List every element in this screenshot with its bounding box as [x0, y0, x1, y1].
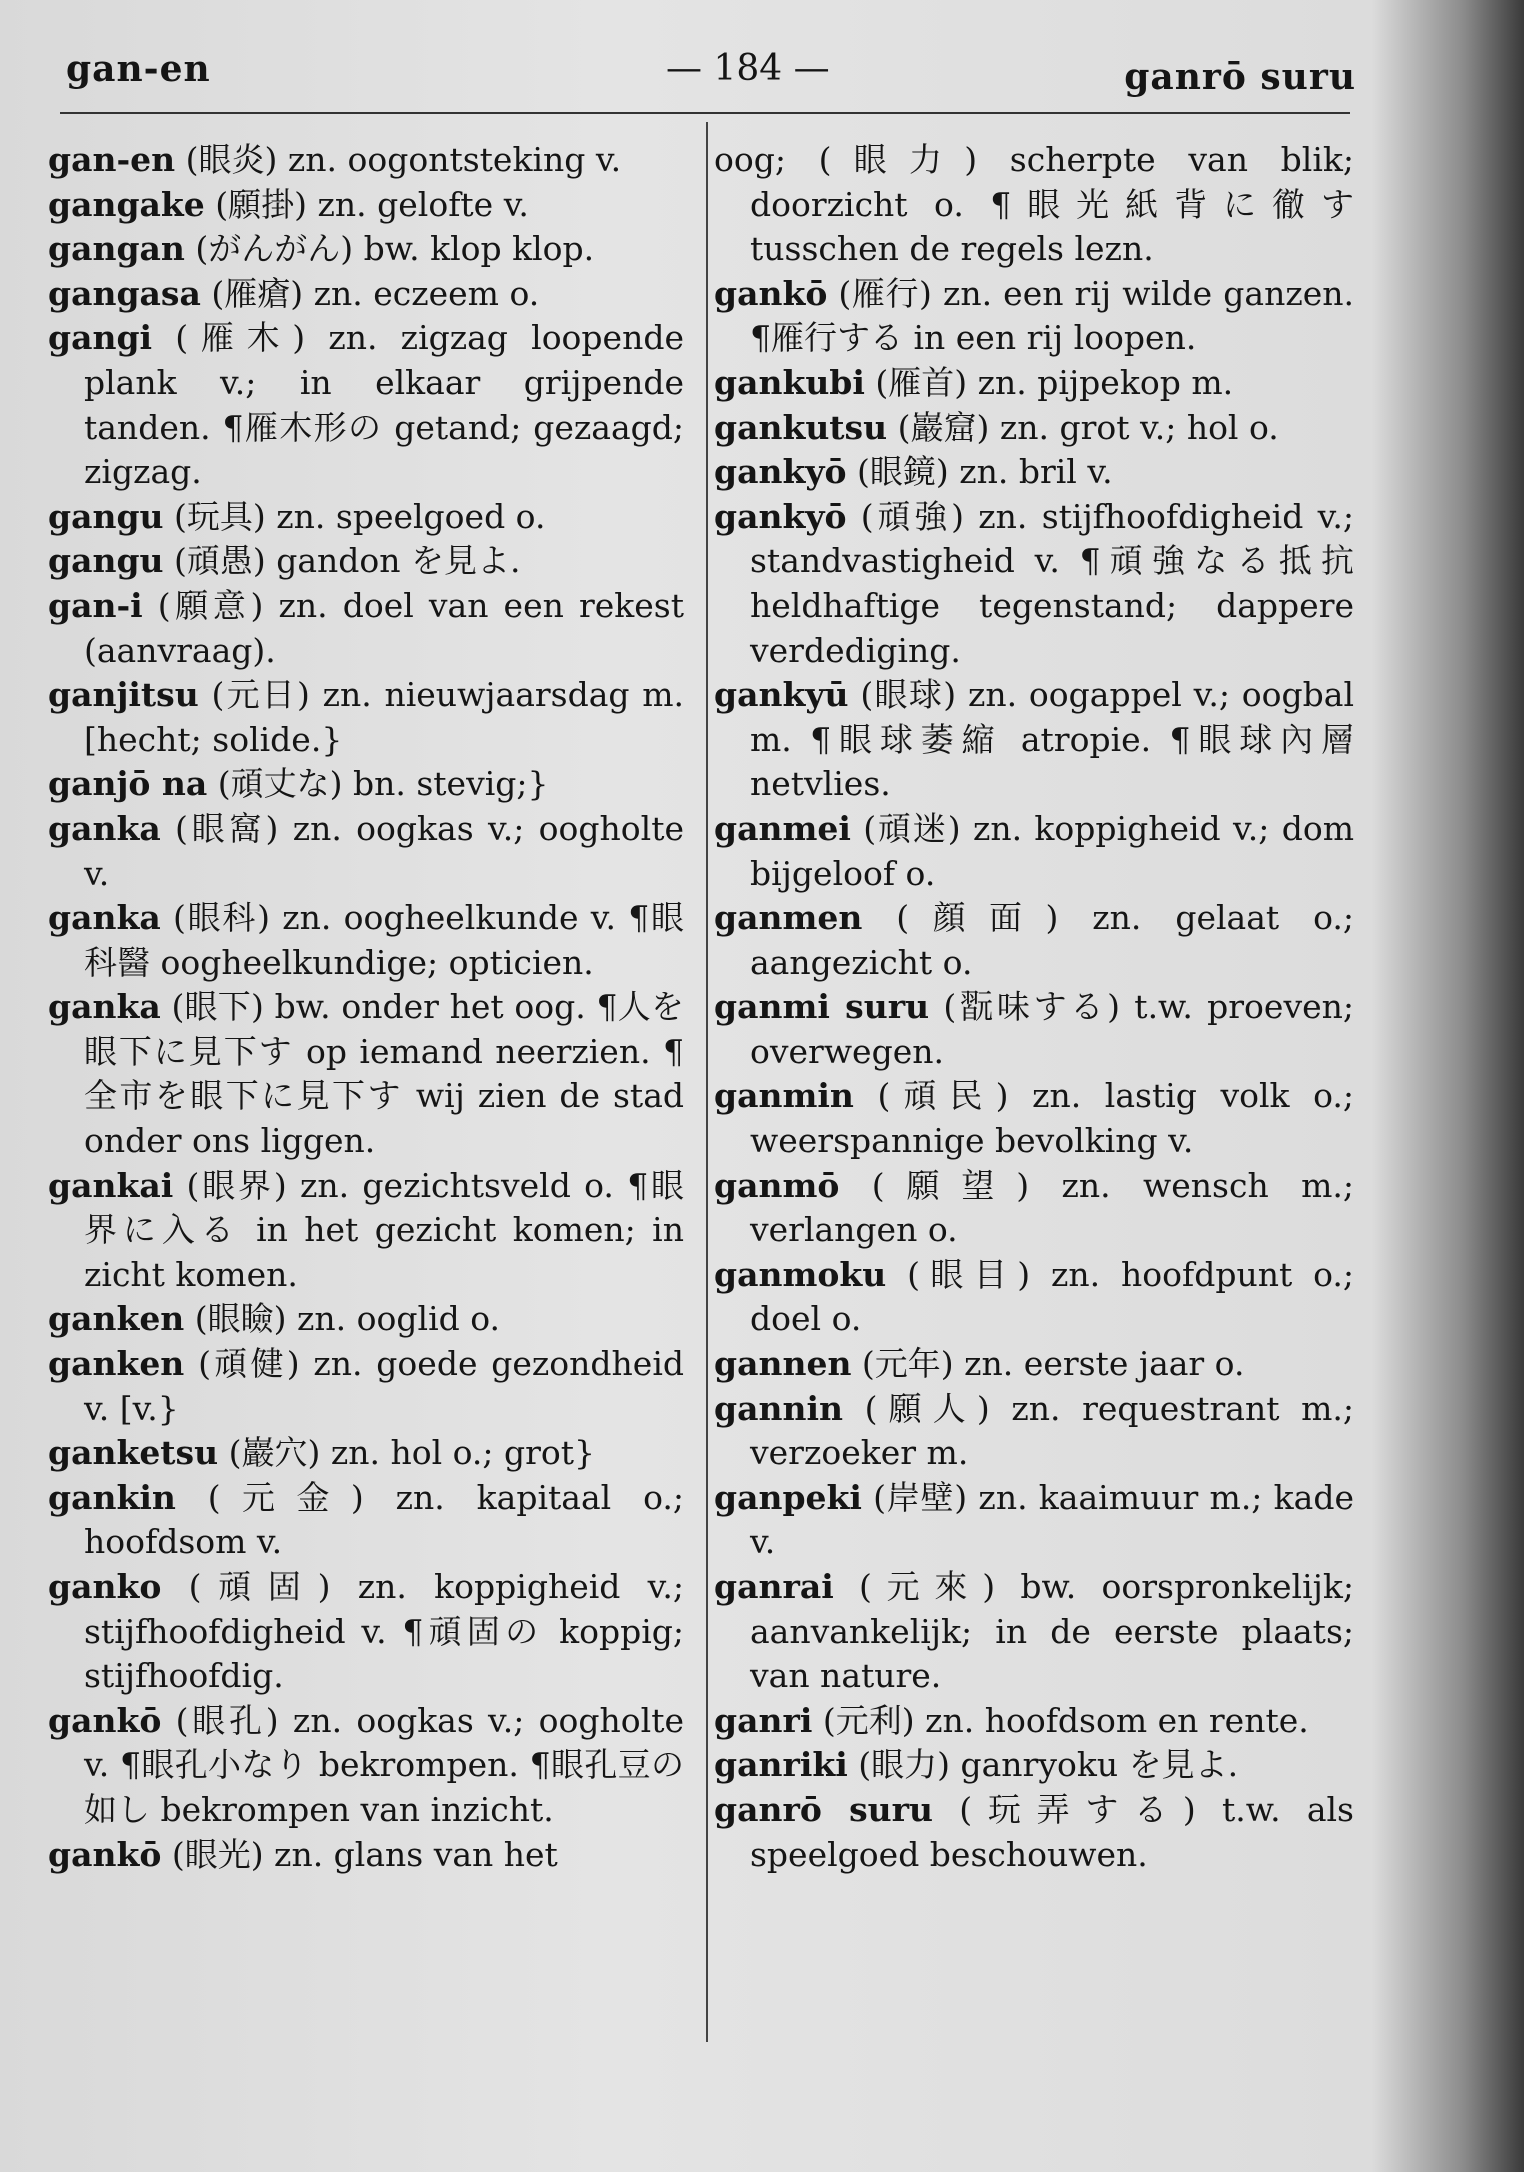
entry-headword: ganmin: [714, 1076, 854, 1116]
entry-body: (頑健) zn. goede gezondheid v. [v.}: [84, 1344, 684, 1428]
dictionary-entry: [48, 896, 684, 985]
entry-body: (頑丈な) bn. stevig;}: [207, 764, 549, 804]
entry-headword: gankō: [714, 273, 828, 313]
entry-headword: gangu: [48, 496, 164, 536]
entry-body: (眼界) zn. gezichtsveld o. ¶眼界に入る in het gezicht komen; in zicht komen.: [84, 1165, 684, 1294]
entry-body: (眼瞼) zn. ooglid o.: [184, 1299, 501, 1339]
entry-body: (元金) zn. kapitaal o.; hoofdsom v.: [84, 1477, 684, 1562]
entry-headword: gangake: [48, 184, 205, 224]
entry-headword: ganjitsu: [48, 675, 199, 715]
entry-body: (巖窟) zn. grot v.; hol o.: [887, 407, 1279, 447]
entry-headword: ganmen: [714, 898, 863, 938]
dictionary-entry: [714, 673, 1354, 807]
entry-body: (眼力) ganryoku を見よ.: [847, 1745, 1239, 1785]
entry-body: oog; (眼力) scherpte van blik; doorzicht o. ¶眼光紙背に徹す tusschen de regels lezn.: [714, 140, 1354, 269]
entry-body: (眼孔) zn. oogkas v.; oogholte v. ¶眼孔小なり bekrompen. ¶眼孔豆の如し bekrompen van inzicht.: [84, 1700, 684, 1829]
entry-headword: ganmoku: [714, 1254, 887, 1294]
entry-headword: ganmi suru: [714, 987, 930, 1027]
entry-headword: gangan: [48, 229, 185, 269]
dictionary-entry: [48, 1431, 684, 1476]
dictionary-entry: [48, 673, 684, 762]
entry-headword: gankutsu: [714, 407, 888, 447]
entry-body: (眼下) bw. onder het oog. ¶人を眼下に見下す op iemand neerzien. ¶全市を眼下に見下す wij zien de stad onder ons liggen.: [84, 987, 684, 1161]
entry-headword: ganrō suru: [714, 1789, 934, 1829]
column-divider: [706, 122, 708, 2042]
entry-headword: ganka: [48, 987, 161, 1027]
dictionary-entry: [48, 495, 684, 540]
entry-body: (巖穴) zn. hol o.; grot}: [218, 1433, 596, 1473]
entry-headword: ganka: [48, 808, 161, 848]
dictionary-entry: [48, 183, 684, 228]
entry-headword: gankubi: [714, 362, 865, 402]
dictionary-entry: [714, 1565, 1354, 1699]
dictionary-entry: [714, 1387, 1354, 1476]
entry-headword: ganmei: [714, 808, 851, 848]
dictionary-entry: [714, 1164, 1354, 1253]
entry-headword: ganketsu: [48, 1433, 219, 1473]
entry-headword: gannin: [714, 1388, 843, 1428]
entry-body: (頑愚) gandon を見よ.: [163, 541, 521, 581]
dictionary-entry: [48, 539, 684, 584]
entry-headword: gankyō: [714, 496, 847, 536]
entry-headword: gangi: [48, 318, 153, 358]
entry-body: (頑民) zn. lastig volk o.; weerspannige bevolking v.: [750, 1076, 1354, 1161]
entry-body: (願望) zn. wensch m.; verlangen o.: [750, 1165, 1354, 1250]
entry-headword: ganko: [48, 1567, 162, 1606]
dictionary-entry: [714, 807, 1354, 896]
dictionary-entry: [48, 762, 684, 807]
dictionary-entry: [48, 584, 684, 673]
entry-body: (眼目) zn. hoofdpunt o.; doel o.: [750, 1254, 1354, 1339]
entry-headword: gankō: [48, 1834, 162, 1874]
header-left-guideword: gan-en: [66, 48, 211, 90]
entry-headword: ganri: [714, 1700, 813, 1740]
entry-body: (がんがん) bw. klop klop.: [184, 229, 595, 269]
dictionary-entry: [48, 227, 684, 272]
dictionary-entry: [48, 1833, 684, 1878]
dictionary-entry: [714, 361, 1354, 406]
dictionary-entry: [714, 1476, 1354, 1565]
entry-headword: gankō: [48, 1700, 162, 1740]
dictionary-entry: [714, 1788, 1354, 1877]
entry-body: (岸壁) zn. kaaimuur m.; kade v.: [750, 1477, 1354, 1562]
entry-body: (願掛) zn. gelofte v.: [204, 184, 529, 224]
entry-body: (頑固) zn. koppigheid v.; stijfhoofdigheid v. ¶頑固の koppig; stijfhoofdig.: [84, 1567, 684, 1696]
entry-headword: gan-en: [48, 140, 176, 179]
entry-body: (元日) zn. nieuwjaarsdag m. [hecht; solide.}: [84, 675, 684, 759]
entry-body: (雁行) zn. een rij wilde ganzen. ¶雁行する in een rij loopen.: [750, 273, 1354, 358]
entry-headword: gankyō: [714, 452, 847, 492]
entry-headword: gangu: [48, 541, 164, 581]
page-number: — 184 —: [666, 48, 830, 89]
dictionary-entry: [48, 1164, 684, 1298]
dictionary-entry: [714, 406, 1354, 451]
dictionary-entry: [714, 450, 1354, 495]
dictionary-entry-continued: [714, 138, 1354, 272]
entry-body: (翫味する) t.w. proeven; overwegen.: [750, 987, 1354, 1071]
dictionary-entry: [714, 1743, 1354, 1788]
entry-body: (願意) zn. doel van een rekest (aanvraag).: [84, 585, 684, 670]
dictionary-entry: [48, 1342, 684, 1431]
dictionary-entry: [714, 1342, 1354, 1387]
dictionary-entry: [48, 1565, 684, 1699]
dictionary-entry: [48, 1476, 684, 1565]
entry-body: (雁首) zn. pijpekop m.: [864, 362, 1234, 402]
dictionary-entry: [48, 985, 684, 1163]
entry-body: (顔面) zn. gelaat o.; aangezicht o.: [750, 898, 1354, 982]
entry-body: (元來) bw. oorspronkelijk; aanvankelijk; in de eerste plaats; van nature.: [750, 1567, 1354, 1696]
entry-body: (玩弄する) t.w. als speelgoed beschouwen.: [750, 1789, 1354, 1874]
dictionary-entry: [48, 1699, 684, 1833]
entry-headword: ganjō na: [48, 764, 208, 804]
entry-headword: gannen: [714, 1344, 852, 1384]
entry-body: (元利) zn. hoofdsom en rente.: [812, 1700, 1309, 1740]
entry-body: (頑強) zn. stijfhoofdigheid v.; standvastigheid v. ¶頑強なる抵抗 heldhaftige tegenstand; dappere verdediging.: [750, 496, 1354, 670]
entry-headword: gan-i: [48, 585, 143, 625]
right-column: [714, 138, 1354, 1877]
header-rule: [60, 112, 1350, 114]
entry-body: (眼光) zn. glans van het: [161, 1834, 558, 1874]
entry-headword: ganpeki: [714, 1477, 862, 1517]
entry-body: (願人) zn. requestrant m.; verzoeker m.: [750, 1388, 1354, 1473]
dictionary-entry: [714, 896, 1354, 985]
left-column: [48, 138, 684, 1877]
entry-headword: ganken: [48, 1344, 185, 1384]
entry-headword: ganken: [48, 1299, 185, 1339]
entry-body: (玩具) zn. speelgoed o.: [163, 496, 546, 536]
entry-body: (元年) zn. eerste jaar o.: [851, 1344, 1245, 1384]
entry-body: (眼科) zn. oogheelkunde v. ¶眼科醫 oogheelkundige; opticien.: [84, 898, 684, 982]
entry-headword: gankyū: [714, 675, 849, 715]
dictionary-entry: [714, 1699, 1354, 1744]
entry-headword: gankai: [48, 1165, 174, 1205]
dictionary-entry: [48, 807, 684, 896]
dictionary-entry: [714, 1074, 1354, 1163]
entry-headword: ganriki: [714, 1745, 848, 1785]
entry-body: (雁瘡) zn. eczeem o.: [200, 273, 540, 313]
dictionary-entry: [714, 272, 1354, 361]
entry-headword: ganmō: [714, 1165, 840, 1205]
entry-body: (眼鏡) zn. bril v.: [846, 452, 1113, 492]
dictionary-entry: [714, 985, 1354, 1074]
header-right-guideword: ganrō suru: [1124, 56, 1356, 98]
page-header: [66, 48, 1356, 108]
entry-headword: gangasa: [48, 273, 201, 313]
entry-headword: gankin: [48, 1477, 176, 1517]
entry-body: (雁木) zn. zigzag loopende plank v.; in elkaar grijpende tanden. ¶雁木形の getand; gezaagd; zigzag.: [84, 318, 684, 492]
dictionary-entry: [48, 316, 684, 494]
entry-body: (眼球) zn. oogappel v.; oogbal m. ¶眼球萎縮 atropie. ¶眼球內層 netvlies.: [750, 675, 1354, 804]
entry-headword: ganrai: [714, 1567, 834, 1606]
dictionary-entry: [48, 138, 684, 183]
entry-body: (眼窩) zn. oogkas v.; oogholte v.: [84, 808, 684, 893]
dictionary-entry: [48, 272, 684, 317]
entry-body: (頑迷) zn. koppigheid v.; dom bijgeloof o.: [750, 808, 1354, 893]
entry-body: (眼炎) zn. oogontsteking v.: [175, 140, 622, 179]
dictionary-entry: [48, 1297, 684, 1342]
entry-headword: ganka: [48, 898, 161, 938]
dictionary-entry: [714, 1253, 1354, 1342]
dictionary-entry: [714, 495, 1354, 673]
